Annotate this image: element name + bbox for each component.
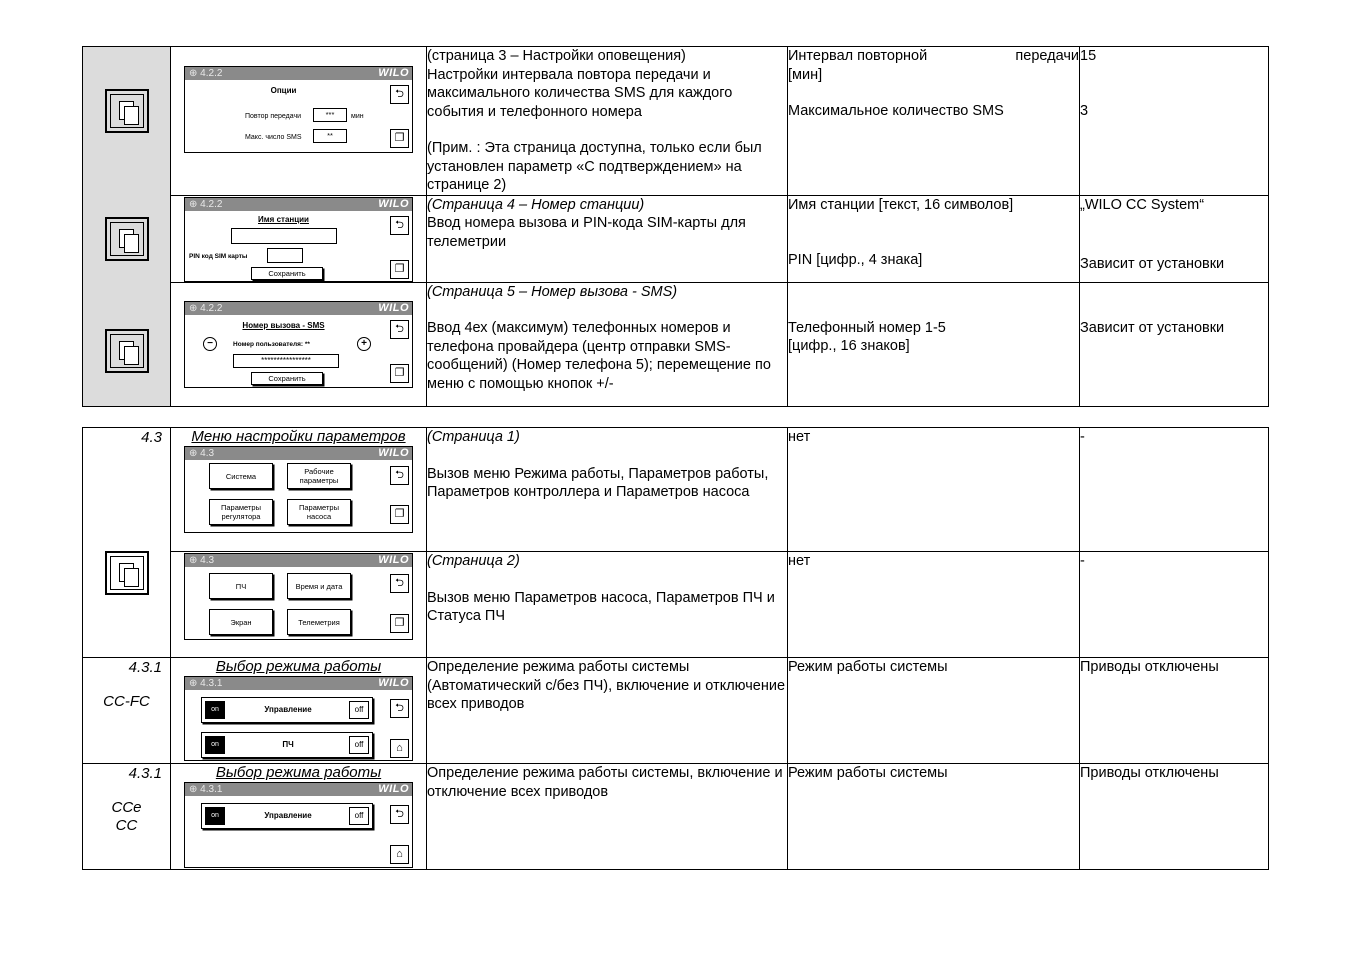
lcd-screen-settings-2 — [184, 553, 413, 640]
display-button[interactable]: Экран — [209, 609, 273, 635]
description-cell — [427, 428, 788, 552]
back-icon[interactable]: ⮌ — [390, 320, 409, 339]
param-unit: [мин] — [788, 66, 823, 83]
home-icon[interactable]: ⌂ — [390, 845, 409, 864]
lcd-screen-sms-number — [184, 301, 413, 388]
parameter-cell — [788, 195, 1080, 282]
screen-cell — [171, 47, 427, 196]
pin-input[interactable] — [267, 248, 303, 263]
user-number-label: Номер пользователя: ** — [233, 340, 310, 348]
description: Вызов меню Режима работы, Параметров работы, Параметров контроллера и Параметров насоса — [427, 465, 769, 500]
toggle-label: Управление — [264, 811, 312, 820]
phone-number-input[interactable]: **************** — [233, 354, 339, 368]
page-icon — [105, 329, 149, 373]
back-icon[interactable]: ⮌ — [390, 574, 409, 593]
description-cell — [427, 195, 788, 282]
minus-icon[interactable]: − — [203, 337, 217, 351]
screen-header — [185, 554, 412, 567]
screen-title: Имя станции — [258, 214, 309, 224]
section-title: Выбор режима работы — [215, 764, 382, 781]
wilo-logo: WILO — [378, 67, 409, 79]
description: Вызов меню Параметров насоса, Параметров ПЧ и Статуса ПЧ — [427, 589, 775, 624]
description-cell — [427, 282, 788, 406]
table-row — [83, 658, 1269, 764]
retry-input[interactable]: *** — [313, 108, 347, 122]
wilo-logo: WILO — [378, 301, 409, 314]
globe-icon: ⊕ — [189, 784, 198, 795]
variant-label: CCe CC — [111, 798, 142, 834]
settings-table-parameters — [82, 427, 1269, 870]
fc-toggle[interactable] — [201, 732, 373, 758]
screen-cell — [171, 658, 427, 764]
page-caption: (Страница 4 – Номер станции) — [427, 196, 645, 213]
page-icon[interactable]: ❐ — [390, 129, 409, 148]
off-button[interactable]: off — [349, 701, 369, 719]
param-label: нет — [788, 428, 1080, 552]
section-number: 4.3 — [141, 429, 162, 446]
section-cell — [83, 764, 171, 870]
spacer — [427, 121, 787, 139]
default-value: 3 — [1080, 102, 1089, 119]
screen-id: 4.3 — [200, 448, 215, 459]
param-label: Телефонный номер 1-5 — [788, 319, 946, 336]
default-value: Приводы отключены — [1080, 764, 1269, 870]
lcd-screen-mode-ccfc — [184, 676, 413, 761]
page-caption: (Страница 5 – Номер вызова - SMS) — [427, 283, 678, 300]
param-label: Максимальное количество SMS — [788, 103, 1004, 119]
control-toggle[interactable] — [201, 803, 373, 829]
screen-cell — [171, 195, 427, 282]
param-label: Режим работы системы — [788, 658, 1080, 764]
plus-icon[interactable]: + — [357, 337, 371, 351]
table-row — [83, 428, 1269, 552]
screen-header — [185, 677, 412, 690]
table-row — [83, 764, 1269, 870]
section-number: 4.3.1 — [128, 659, 162, 676]
toggle-label: ПЧ — [282, 740, 294, 749]
station-name-input[interactable] — [231, 228, 337, 244]
param-label: PIN [цифр., 4 знака] — [788, 252, 923, 268]
globe-icon: ⊕ — [189, 302, 198, 314]
screen-id: 4.2.2 — [200, 68, 223, 79]
description-cell — [427, 47, 788, 196]
on-button[interactable]: on — [205, 807, 225, 825]
lcd-screen-mode-cc — [184, 782, 413, 868]
max-sms-input[interactable]: ** — [313, 129, 347, 143]
retry-label: Повтор передачи — [245, 113, 302, 120]
parameter-cell — [788, 282, 1080, 406]
control-toggle[interactable] — [201, 697, 373, 723]
settings-table-telemetry — [82, 46, 1269, 407]
section-cell — [83, 658, 171, 764]
globe-icon: ⊕ — [189, 68, 198, 79]
page-caption: (Страница 2) — [427, 553, 520, 569]
description: Ввод 4ех (максимум) телефонных номеров и телефона провайдера (центр отправки SMS-сообщений) (Номер телефона 5); перемещение по меню с помощью кнопок +/- — [427, 320, 771, 392]
globe-icon: ⊕ — [189, 678, 198, 689]
page-icon[interactable]: ❐ — [390, 614, 409, 633]
back-icon[interactable]: ⮌ — [390, 699, 409, 718]
wilo-logo: WILO — [378, 783, 409, 795]
page-icon — [105, 217, 149, 261]
screen-id: 4.3.1 — [200, 678, 223, 689]
operating-params-button[interactable]: Рабочие параметры — [287, 463, 351, 489]
screen-title: Опции — [270, 86, 297, 95]
description: Определение режима работы системы, включение и отключение всех приводов — [427, 764, 788, 870]
home-icon[interactable]: ⌂ — [390, 739, 409, 758]
lcd-screen-options — [184, 66, 413, 153]
on-button[interactable]: on — [205, 701, 225, 719]
page-icon[interactable]: ❐ — [390, 260, 409, 279]
lcd-screen-station — [184, 197, 413, 282]
param-unit: [цифр., 16 знаков] — [788, 338, 910, 354]
value-cell — [1080, 195, 1269, 282]
screen-cell — [171, 764, 427, 870]
wilo-logo: WILO — [378, 447, 409, 459]
screen-id: 4.3 — [200, 555, 215, 566]
page-icon — [105, 89, 149, 133]
back-icon[interactable]: ⮌ — [390, 85, 409, 104]
max-sms-label: Макс. число SMS — [245, 134, 302, 141]
table-row — [83, 47, 1269, 196]
page-icon — [105, 551, 149, 595]
screen-title: Номер вызова - SMS — [242, 320, 325, 330]
default-value: Зависит от установки — [1080, 256, 1225, 272]
wilo-logo: WILO — [378, 554, 409, 566]
back-icon[interactable]: ⮌ — [390, 216, 409, 235]
param-label: Режим работы системы — [788, 764, 1080, 870]
fc-button[interactable]: ПЧ — [209, 573, 273, 599]
screen-header — [185, 302, 412, 315]
value-cell — [1080, 47, 1269, 196]
table-row — [83, 195, 1269, 282]
screen-header — [185, 447, 412, 460]
icon-column — [83, 47, 171, 407]
retry-unit: мин — [351, 113, 364, 120]
off-button[interactable]: off — [349, 807, 369, 825]
table-row — [83, 282, 1269, 406]
default-value: Приводы отключены — [1080, 658, 1269, 764]
page-icon[interactable]: ❐ — [390, 364, 409, 383]
description: Определение режима работы системы (Автоматический с/без ПЧ), включение и отключение всех приводов — [427, 658, 788, 764]
param-label: передачи — [1015, 48, 1079, 64]
screen-header — [185, 198, 412, 211]
screen-cell — [171, 552, 427, 658]
screen-cell — [171, 428, 427, 552]
section-title: Меню настройки параметров — [191, 428, 406, 445]
value-cell — [1080, 282, 1269, 406]
back-icon[interactable]: ⮌ — [390, 466, 409, 485]
variant-label: CC-FC — [103, 692, 150, 710]
save-button[interactable]: Сохранить — [251, 372, 323, 385]
lcd-screen-settings-1 — [184, 446, 413, 533]
save-button[interactable]: Сохранить — [251, 267, 323, 280]
section-number: 4.3.1 — [128, 765, 162, 782]
globe-icon: ⊕ — [189, 555, 198, 566]
screen-header — [185, 783, 412, 796]
param-label: Интервал повторной — [788, 48, 928, 64]
table-row — [83, 552, 1269, 658]
controller-params-button[interactable]: Параметры регулятора — [209, 499, 273, 525]
screen-id: 4.3.1 — [200, 784, 223, 795]
section-cell — [83, 428, 171, 658]
globe-icon: ⊕ — [189, 198, 198, 210]
toggle-label: Управление — [264, 705, 312, 714]
system-button[interactable]: Система — [209, 463, 273, 489]
section-title: Выбор режима работы — [215, 658, 382, 675]
off-button[interactable]: off — [349, 736, 369, 754]
back-icon[interactable]: ⮌ — [390, 805, 409, 824]
time-date-button[interactable]: Время и дата — [287, 573, 351, 599]
screen-id: 4.2.2 — [200, 198, 223, 210]
page-icon[interactable]: ❐ — [390, 505, 409, 524]
description: Ввод номера вызова и PIN-кода SIM-карты для телеметрии — [427, 215, 746, 250]
page-caption: (страница 3 – Настройки оповещения) — [427, 48, 686, 64]
description-cell — [427, 552, 788, 658]
screen-cell — [171, 282, 427, 406]
on-button[interactable]: on — [205, 736, 225, 754]
wilo-logo: WILO — [378, 677, 409, 689]
note: (Прим. : Эта страница доступна, только если был установлен параметр «С подтверждением» на странице 2) — [427, 140, 762, 193]
default-value: 15 — [1080, 48, 1097, 64]
screen-header — [185, 67, 412, 80]
default-value: Зависит от установки — [1080, 319, 1225, 336]
telemetry-button[interactable]: Телеметрия — [287, 609, 351, 635]
default-value: - — [1080, 428, 1269, 552]
default-value: „WILO CC System“ — [1080, 196, 1205, 213]
param-label: нет — [788, 552, 1080, 658]
pump-params-button[interactable]: Параметры насоса — [287, 499, 351, 525]
page-caption: (Страница 1) — [427, 429, 520, 445]
description: Настройки интервала повтора передачи и максимального количества SMS для каждого события и телефонного номера — [427, 66, 733, 120]
param-label: Имя станции [текст, 16 символов] — [788, 196, 1014, 213]
default-value: - — [1080, 552, 1269, 658]
wilo-logo: WILO — [378, 197, 409, 210]
screen-id: 4.2.2 — [200, 302, 223, 314]
globe-icon: ⊕ — [189, 448, 198, 459]
pin-label: PIN код SIM карты — [189, 252, 248, 260]
parameter-cell — [788, 47, 1080, 196]
